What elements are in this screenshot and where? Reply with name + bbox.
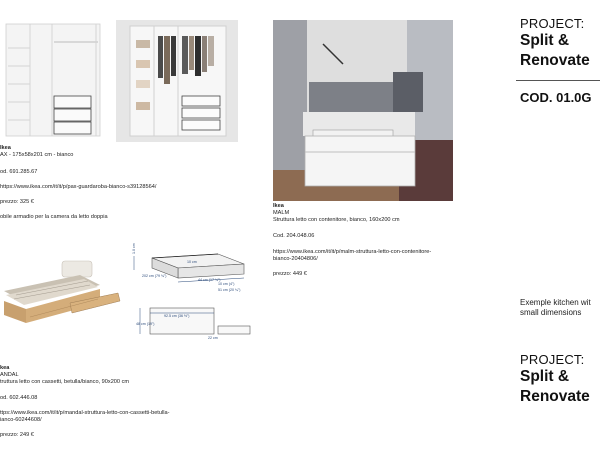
mandal-bed-image xyxy=(0,255,125,330)
malm-description: Struttura letto con contenitore, bianco, 160x200 cm xyxy=(273,217,400,223)
dim-depth-b: 10 cm (4") xyxy=(218,282,235,286)
dim-width-a: 202 cm (79 ¾") xyxy=(142,274,167,278)
dim-drawer-height: 48 cm (19") xyxy=(136,322,155,326)
malm-code: Cod. 204.048.06 xyxy=(273,233,315,239)
project-label-bottom: PROJECT: xyxy=(520,352,585,367)
malm-brand: Ikea xyxy=(273,203,284,209)
mandal-dimension-drawing xyxy=(132,243,262,340)
malm-url-line1[interactable]: https://www.ikea.com/it/it/p/malm-struttura-letto-con-contenitore- xyxy=(273,249,432,255)
pax-url[interactable]: https://www.ikea.com/it/it/p/pax-guardaroba-bianco-s39128564/ xyxy=(0,184,157,190)
mandal-price: prezzo: 249 € xyxy=(0,432,34,438)
dim-length-b: 51 cm (20 ¼") xyxy=(218,288,241,292)
pax-brand: Ikea xyxy=(0,145,11,151)
mandal-code: od. 602.446.08 xyxy=(0,395,38,401)
mandal-url-line1[interactable]: ttps://www.ikea.com/it/it/p/mandal-struttura-letto-con-cassetti-betulla- xyxy=(0,410,170,416)
project-code: COD. 01.0G xyxy=(520,90,592,105)
mandal-name: ANDAL xyxy=(0,372,19,378)
mandal-url-line2[interactable]: ianco-60244608/ xyxy=(0,417,42,423)
pax-wardrobe-image xyxy=(0,20,103,140)
dim-side-height: 22 cm xyxy=(208,336,218,340)
malm-url-line2[interactable]: bianco-20404806/ xyxy=(273,256,318,262)
dim-depth-a: 44 cm (17 ¼") xyxy=(198,278,221,282)
pax-note: obile armadio per la camera da letto doppia xyxy=(0,214,108,220)
pax-name: AX - 175x58x201 cm - bianco xyxy=(0,152,74,158)
dim-height-1: 1.0 cm xyxy=(132,243,136,254)
project-title-bottom-line2: Renovate xyxy=(520,388,590,405)
project-title-bottom-line1: Split & xyxy=(520,368,570,385)
malm-price: prezzo: 449 € xyxy=(273,271,307,277)
project-title-top-line1: Split & xyxy=(520,32,570,49)
mandal-brand: kea xyxy=(0,365,10,371)
pax-code: od. 691.285.67 xyxy=(0,169,38,175)
pax-wardrobe-furnished-image xyxy=(116,20,238,142)
malm-name: MALM xyxy=(273,210,290,216)
pax-price: prezzo: 325 € xyxy=(0,199,34,205)
malm-bed-image xyxy=(273,20,453,201)
sidebar-divider xyxy=(516,80,600,81)
sidebar-note-line2: small dimensions xyxy=(520,308,582,317)
dim-drawer-width: 92.5 cm (36 ½") xyxy=(164,314,190,318)
project-title-top-line2: Renovate xyxy=(520,52,590,69)
dim-height-2: 10 cm xyxy=(187,260,197,264)
project-label-top: PROJECT: xyxy=(520,16,585,31)
mandal-description: truttura letto con cassetti, betulla/bianco, 90x200 cm xyxy=(0,379,130,385)
sidebar-note-line1: Exemple kitchen wit xyxy=(520,298,591,307)
